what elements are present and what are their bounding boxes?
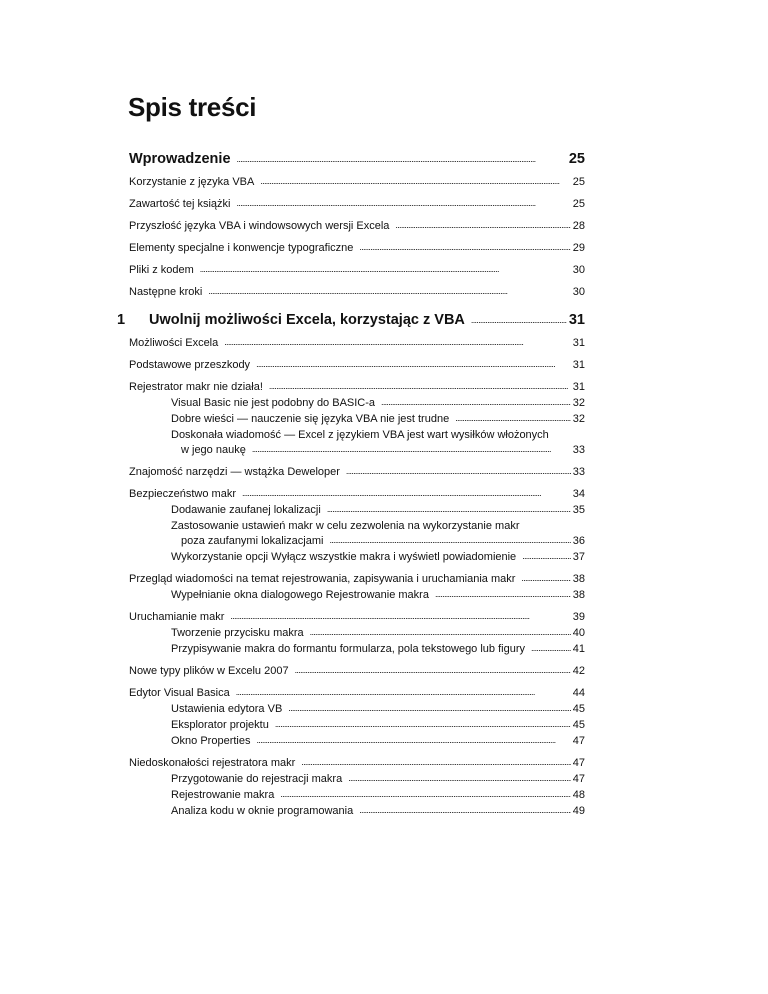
toc-subsection[interactable]	[129, 627, 585, 640]
toc-subsection-title-line1: Doskonała wiadomość — Excel z językiem VBA jest wart wysiłków włożonych	[171, 429, 549, 441]
toc-page-number: 31	[572, 381, 585, 393]
toc-section-title: Korzystanie z języka VBA	[129, 176, 255, 188]
dot-leader	[288, 702, 570, 713]
dot-leader	[224, 336, 571, 347]
toc-subsection-title: Dobre wieści — nauczenie się języka VBA nie jest trudne	[171, 413, 450, 425]
dot-leader	[208, 285, 570, 296]
dot-leader	[260, 175, 570, 186]
toc-chapter-number: 1	[117, 312, 126, 328]
toc-page-number: 30	[572, 264, 585, 276]
toc-subsection[interactable]	[129, 719, 585, 732]
toc-section[interactable]	[129, 488, 585, 501]
toc-page-number: 35	[572, 504, 585, 516]
dot-leader	[236, 686, 571, 697]
toc-subsection[interactable]	[129, 805, 585, 818]
dot-leader	[230, 610, 570, 621]
toc-section[interactable]	[129, 611, 585, 624]
toc-section-title: Nowe typy plików w Excelu 2007	[129, 665, 289, 677]
toc-subsection-title-line1: Zastosowanie ustawień makr w celu zezwolenia na wykorzystanie makr	[171, 520, 520, 532]
toc-page-number: 30	[572, 286, 585, 298]
dot-leader	[327, 503, 571, 514]
dot-leader	[359, 804, 571, 815]
dot-leader	[301, 756, 570, 767]
toc-section-title: Przegląd wiadomości na temat rejestrowania, zapisywania i uruchamiania makr	[129, 573, 516, 585]
toc-subsection[interactable]	[129, 703, 585, 716]
toc-subsection-title: Eksplorator projektu	[171, 719, 269, 731]
dot-leader	[236, 197, 570, 208]
toc-page-number: 40	[572, 627, 585, 639]
dot-leader	[531, 642, 571, 653]
toc-page-number: 33	[572, 466, 585, 478]
toc-chapter-intro[interactable]	[129, 150, 585, 168]
toc-section[interactable]	[129, 242, 585, 255]
toc-subsection[interactable]	[129, 735, 585, 748]
toc-page-number: 37	[572, 551, 585, 563]
toc-page-number: 31	[568, 312, 585, 328]
dot-leader	[522, 550, 571, 561]
toc-subsection-title: Okno Properties	[171, 735, 251, 747]
toc-subsection[interactable]	[129, 789, 585, 802]
toc-page-number: 49	[572, 805, 585, 817]
toc-page-number: 39	[572, 611, 585, 623]
dot-leader	[275, 718, 571, 729]
toc-page-number: 45	[572, 719, 585, 731]
toc-page-number: 42	[572, 665, 585, 677]
toc-chapter-1[interactable]	[117, 311, 585, 329]
toc-page-number: 34	[572, 488, 585, 500]
table-of-contents	[117, 150, 585, 818]
toc-subsection-title: Ustawienia edytora VB	[171, 703, 283, 715]
toc-section[interactable]	[129, 687, 585, 700]
dot-leader	[310, 626, 571, 637]
toc-section-title: Niedoskonałości rejestratora makr	[129, 757, 296, 769]
toc-page-number: 36	[572, 535, 585, 547]
toc-subsection-title: Tworzenie przycisku makra	[171, 627, 304, 639]
toc-section[interactable]	[129, 359, 585, 372]
toc-section-title: Następne kroki	[129, 286, 203, 298]
toc-page-number: 48	[572, 789, 585, 801]
toc-page-number: 31	[572, 337, 585, 349]
toc-subsection[interactable]	[129, 397, 585, 410]
toc-section-title: Bezpieczeństwo makr	[129, 488, 236, 500]
dot-leader	[395, 219, 570, 230]
dot-leader	[256, 734, 570, 745]
toc-chapter-title: Wprowadzenie	[129, 151, 231, 167]
toc-subsection[interactable]	[129, 429, 585, 457]
toc-subsection[interactable]	[129, 504, 585, 517]
toc-section[interactable]	[129, 337, 585, 350]
toc-page-number: 47	[572, 773, 585, 785]
toc-section-title: Rejestrator makr nie działa!	[129, 381, 263, 393]
toc-section[interactable]	[129, 198, 585, 211]
toc-section-title: Pliki z kodem	[129, 264, 194, 276]
toc-page-number: 41	[572, 643, 585, 655]
toc-page-number: 38	[572, 589, 585, 601]
toc-section[interactable]	[129, 665, 585, 678]
dot-leader	[435, 588, 571, 599]
toc-section-title: Przyszłość języka VBA i windowsowych wersji Excela	[129, 220, 390, 232]
toc-subsection-title-line2: poza zaufanymi lokalizacjami	[181, 535, 324, 547]
dot-leader	[200, 263, 571, 274]
toc-section-title: Zawartość tej książki	[129, 198, 231, 210]
toc-page-number: 32	[572, 413, 585, 425]
toc-section-title: Znajomość narzędzi — wstążka Deweloper	[129, 466, 340, 478]
toc-subsection-title: Wykorzystanie opcji Wyłącz wszystkie makra i wyświetl powiadomienie	[171, 551, 517, 563]
toc-subsection-title: Wypełnianie okna dialogowego Rejestrowanie makra	[171, 589, 429, 601]
toc-section[interactable]	[129, 573, 585, 586]
toc-subsection[interactable]	[129, 589, 585, 602]
dot-leader	[346, 465, 571, 476]
dot-leader	[521, 572, 570, 583]
dot-leader	[295, 664, 571, 675]
toc-section[interactable]	[129, 264, 585, 277]
toc-page-number: 29	[572, 242, 585, 254]
toc-chapter-title: Uwolnij możliwości Excela, korzystając z VBA	[149, 312, 465, 328]
toc-page-number: 25	[572, 198, 585, 210]
toc-page-number: 31	[572, 359, 585, 371]
dot-leader	[269, 380, 571, 391]
toc-subsection[interactable]	[129, 520, 585, 548]
toc-subsection-title: Przygotowanie do rejestracji makra	[171, 773, 343, 785]
toc-page-number: 32	[572, 397, 585, 409]
dot-leader	[348, 772, 571, 783]
dot-leader	[237, 150, 567, 165]
toc-page-number: 47	[572, 735, 585, 747]
toc-section[interactable]	[129, 220, 585, 233]
toc-section-title: Możliwości Excela	[129, 337, 219, 349]
toc-subsection-title: Rejestrowanie makra	[171, 789, 275, 801]
toc-page-number: 47	[572, 757, 585, 769]
toc-section[interactable]	[129, 176, 585, 189]
toc-page-number: 25	[568, 151, 585, 167]
toc-subsection-title-line2: w jego naukę	[181, 444, 246, 456]
toc-subsection[interactable]	[129, 643, 585, 656]
toc-section[interactable]	[129, 381, 585, 394]
toc-section-title: Edytor Visual Basica	[129, 687, 230, 699]
toc-subsection[interactable]	[129, 773, 585, 786]
dot-leader	[252, 443, 571, 454]
toc-section[interactable]	[129, 286, 585, 299]
toc-section[interactable]	[129, 757, 585, 770]
toc-subsection-title: Visual Basic nie jest podobny do BASIC-a	[171, 397, 376, 409]
toc-page-number: 45	[572, 703, 585, 715]
toc-subsection-title: Przypisywanie makra do formantu formularza, pola tekstowego lub figury	[171, 643, 525, 655]
toc-section[interactable]	[129, 466, 585, 479]
dot-leader	[471, 311, 567, 326]
toc-subsection[interactable]	[129, 551, 585, 564]
toc-page-number: 25	[572, 176, 585, 188]
toc-page-number: 38	[572, 573, 585, 585]
dot-leader	[359, 241, 570, 252]
toc-section-title: Elementy specjalne i konwencje typograficzne	[129, 242, 354, 254]
dot-leader	[242, 487, 571, 498]
dot-leader	[329, 534, 570, 545]
toc-page-number: 28	[572, 220, 585, 232]
dot-leader	[455, 412, 571, 423]
toc-page-number: 44	[572, 687, 585, 699]
toc-subsection-title: Analiza kodu w oknie programowania	[171, 805, 354, 817]
dot-leader	[280, 788, 570, 799]
toc-page-number: 33	[572, 444, 585, 456]
toc-subsection-title: Dodawanie zaufanej lokalizacji	[171, 504, 321, 516]
dot-leader	[256, 358, 571, 369]
toc-subsection[interactable]	[129, 413, 585, 426]
page-title: Spis treści	[128, 92, 257, 122]
toc-section-title: Uruchamianie makr	[129, 611, 225, 623]
dot-leader	[381, 396, 571, 407]
toc-section-title: Podstawowe przeszkody	[129, 359, 251, 371]
